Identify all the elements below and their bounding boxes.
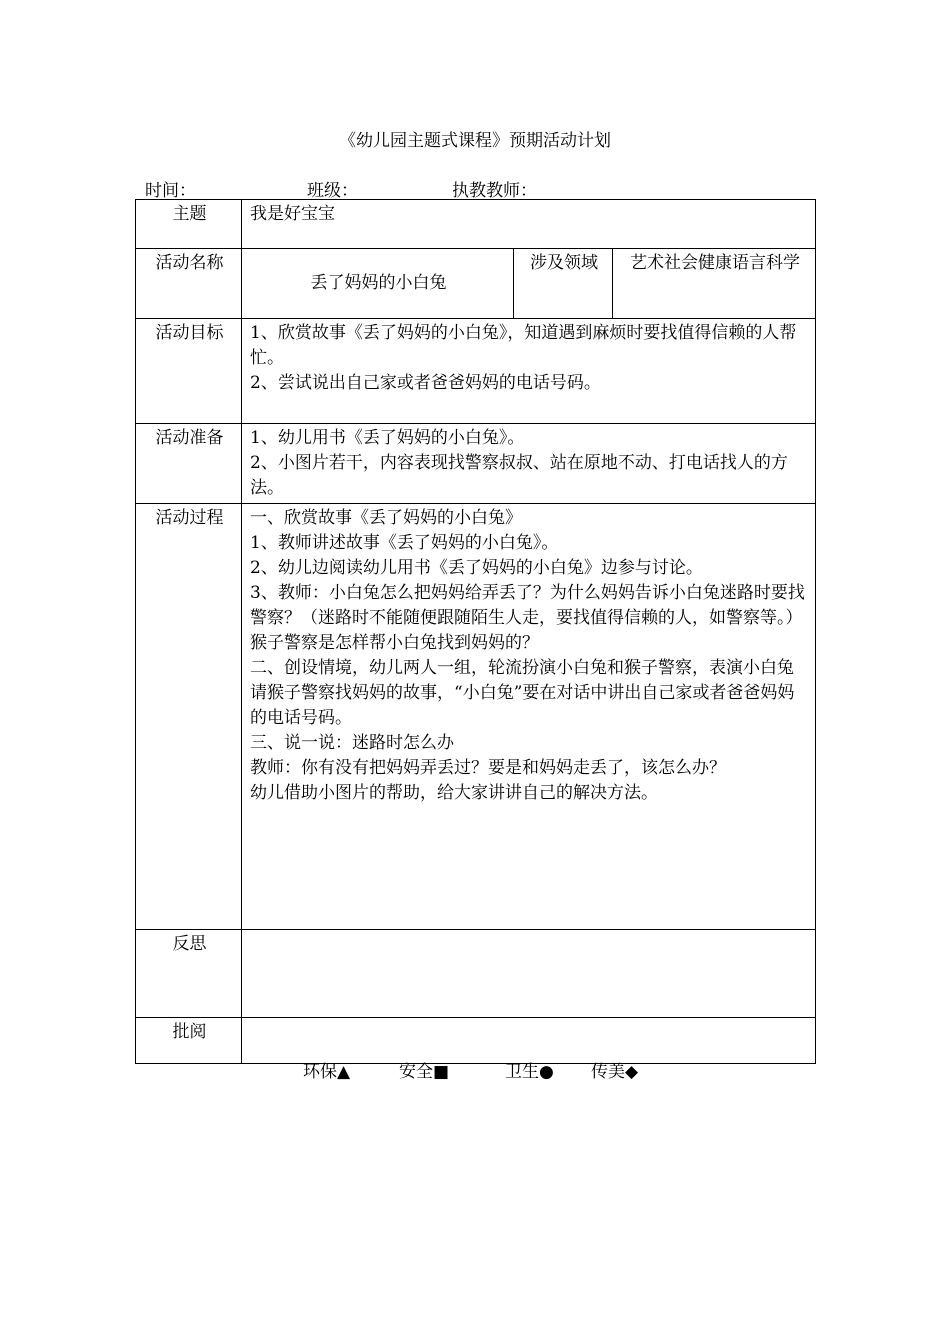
class-label: 班级： xyxy=(307,181,358,201)
prep-label: 活动准备 xyxy=(136,424,242,504)
goal-item: 1、欣赏故事《丢了妈妈的小白兔》，知道遇到麻烦时要找值得信赖的人帮忙。 xyxy=(250,323,797,368)
document-title: 《幼儿园主题式课程》预期活动计划 xyxy=(339,131,611,151)
prep-item: 1、幼儿用书《丢了妈妈的小白兔》。 xyxy=(250,428,525,448)
legend-hygiene: 卫生● xyxy=(505,1062,554,1082)
activity-name-label: 活动名称 xyxy=(136,249,242,319)
row-theme xyxy=(136,200,816,249)
footer-legend xyxy=(0,1057,950,1083)
row-preparation xyxy=(136,424,816,504)
process-item: 二、创设情境，幼儿两人一组，轮流扮演小白兔和猴子警察，表演小白兔请猴子警察找妈妈的故事，“小白兔”要在对话中讲出自己家或者爸爸妈妈的电话号码。 xyxy=(250,658,795,728)
domain-label: 涉及领域 xyxy=(514,249,613,319)
theme-value: 我是好宝宝 xyxy=(242,200,816,249)
row-reflection xyxy=(136,930,816,1018)
domain-value: 艺术社会健康语言科学 xyxy=(613,249,816,319)
reflection-label: 反思 xyxy=(136,930,242,1018)
prep-item: 2、小图片若干，内容表现找警察叔叔、站在原地不动、打电话找人的方法。 xyxy=(250,453,788,498)
process-item: 2、幼儿边阅读幼儿用书《丢了妈妈的小白兔》边参与讨论。 xyxy=(250,558,703,578)
legend-env: 环保▲ xyxy=(303,1062,351,1082)
goal-item: 2、尝试说出自己家或者爸爸妈妈的电话号码。 xyxy=(250,373,601,393)
process-item: 1、教师讲述故事《丢了妈妈的小白兔》。 xyxy=(250,533,559,553)
theme-label: 主题 xyxy=(136,200,242,249)
process-item: 三、说一说：迷路时怎么办 xyxy=(250,733,454,753)
process-label: 活动过程 xyxy=(136,504,242,930)
goal-content xyxy=(242,319,816,424)
goal-label: 活动目标 xyxy=(136,319,242,424)
time-label: 时间： xyxy=(145,181,196,201)
process-item: 一、欣赏故事《丢了妈妈的小白兔》 xyxy=(250,508,522,528)
legend-safety: 安全■ xyxy=(399,1062,450,1082)
process-item: 幼儿借助小图片的帮助，给大家讲讲自己的解决方法。 xyxy=(250,783,658,803)
row-goals xyxy=(136,319,816,424)
row-process xyxy=(136,504,816,930)
reflection-content[interactable] xyxy=(242,930,816,1018)
review-label: 批阅 xyxy=(136,1018,242,1064)
process-item: 3、教师：小白兔怎么把妈妈给弄丢了？为什么妈妈告诉小白兔迷路时要找警察？（迷路时不能随便跟随陌生人走，要找值得信赖的人，如警察等。）猴子警察是怎样帮小白兔找到妈妈的？ xyxy=(250,583,805,653)
meta-row xyxy=(0,176,950,200)
teacher-label: 执教教师： xyxy=(452,181,537,201)
process-content xyxy=(242,504,816,930)
process-item: 教师：你有没有把妈妈弄丢过？要是和妈妈走丢了，该怎么办？ xyxy=(250,758,726,778)
prep-content xyxy=(242,424,816,504)
activity-plan-table xyxy=(135,199,816,1064)
legend-beauty: 传美◆ xyxy=(591,1062,639,1082)
row-activity-name xyxy=(136,249,816,319)
activity-name-value: 丢了妈妈的小白兔 xyxy=(242,249,514,319)
